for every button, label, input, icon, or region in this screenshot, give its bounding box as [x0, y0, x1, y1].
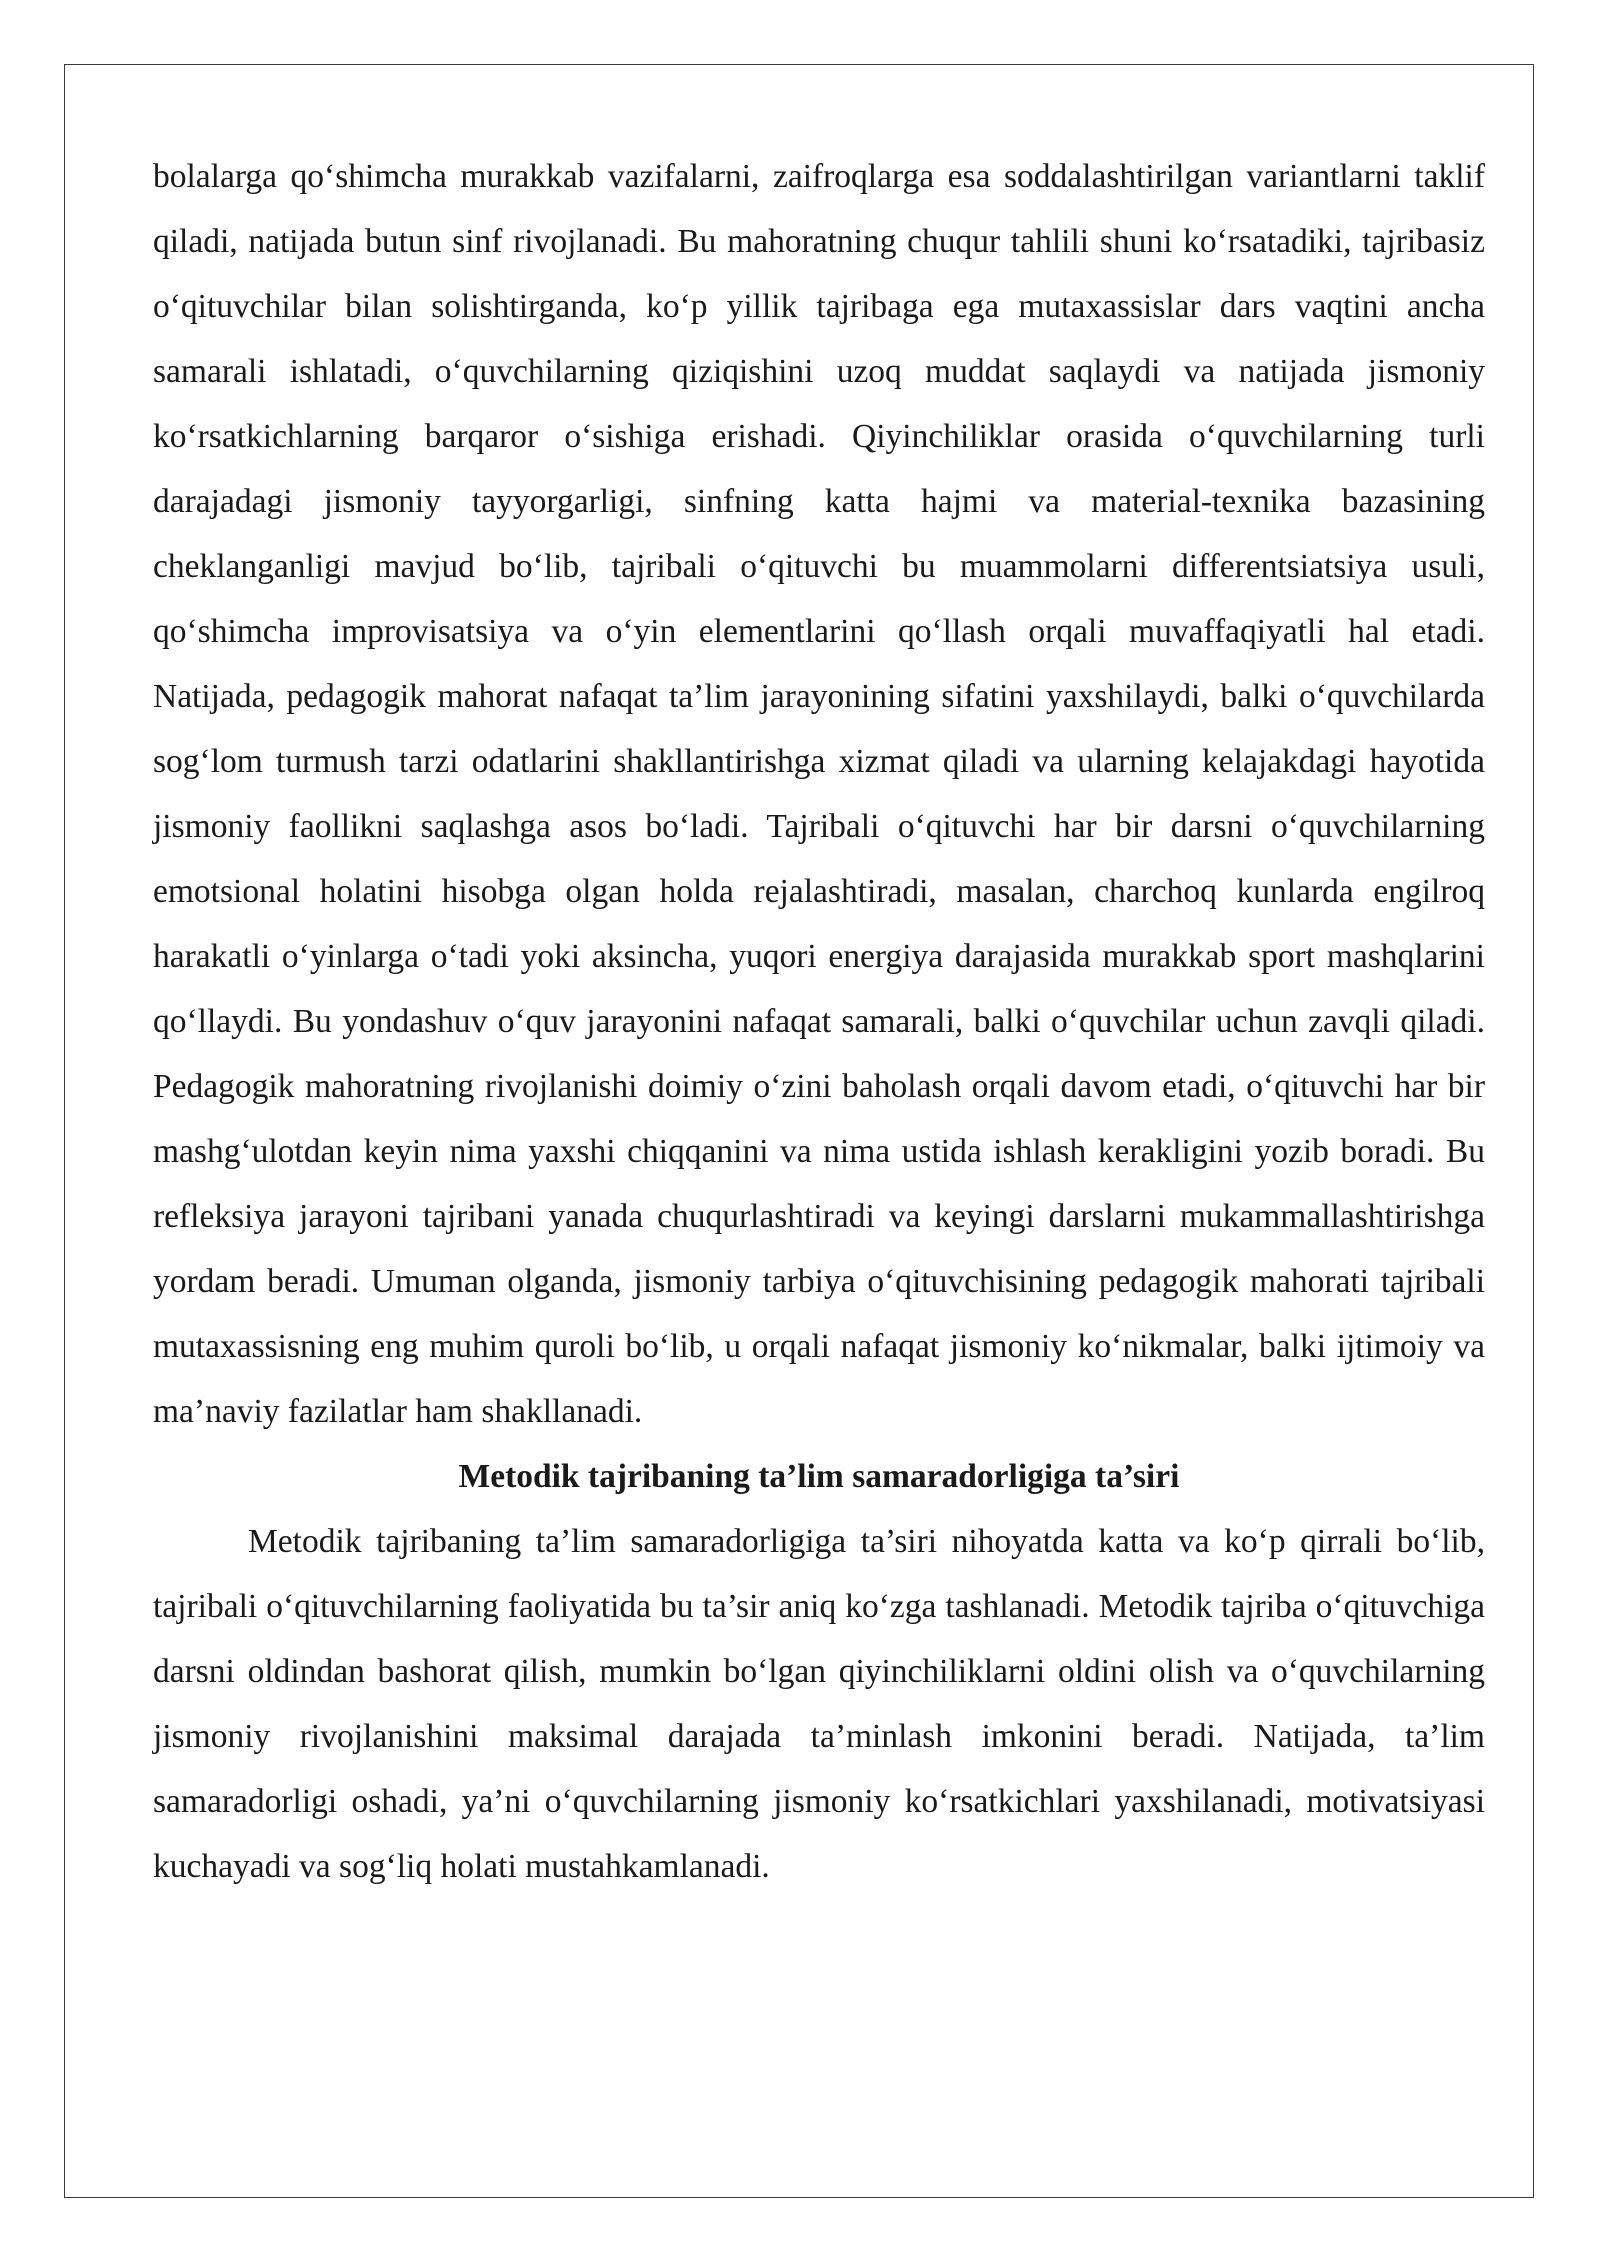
document-body: [153, 144, 1485, 1899]
body-paragraph-1: bolalarga qoʻshimcha murakkab vazifalarni, zaifroqlarga esa soddalashtirilgan variantlarni taklif qiladi, natijada butun sinf rivojlanadi. Bu mahoratning chuqur tahlili shuni koʻrsatadiki, tajribasiz oʻqituvchilar bilan solishtirganda, koʻp yillik tajribaga ega mutaxassislar dars vaqtini ancha samarali ishlatadi, oʻquvchilarning qiziqishini uzoq muddat saqlaydi va natijada jismoniy koʻrsatkichlarning barqaror oʻsishiga erishadi. Qiyinchiliklar orasida oʻquvchilarning turli darajadagi jismoniy tayyorgarligi, sinfning katta hajmi va material-texnika bazasining cheklanganligi mavjud boʻlib, tajribali oʻqituvchi bu muammolarni differentsiatsiya usuli, qoʻshimcha improvisatsiya va oʻyin elementlarini qoʻllash orqali muvaffaqiyatli hal etadi. Natijada, pedagogik mahorat nafaqat ta’lim jarayonining sifatini yaxshilaydi, balki oʻquvchilarda sogʻlom turmush tarzi odatlarini shakllantirishga xizmat qiladi va ularning kelajakdagi hayotida jismoniy faollikni saqlashga asos boʻladi. Tajribali oʻqituvchi har bir darsni oʻquvchilarning emotsional holatini hisobga olgan holda rejalashtiradi, masalan, charchoq kunlarda engilroq harakatli oʻyinlarga oʻtadi yoki aksincha, yuqori energiya darajasida murakkab sport mashqlarini qoʻllaydi. Bu yondashuv oʻquv jarayonini nafaqat samarali, balki oʻquvchilar uchun zavqli qiladi. Pedagogik mahoratning rivojlanishi doimiy oʻzini baholash orqali davom etadi, oʻqituvchi har bir mashgʻulotdan keyin nima yaxshi chiqqanini va nima ustida ishlash kerakligini yozib boradi. Bu refleksiya jarayoni tajribani yanada chuqurlashtiradi va keyingi darslarni mukammallashtirishga yordam beradi. Umuman olganda, jismoniy tarbiya oʻqituvchisining pedagogik mahorati tajribali mutaxassisning eng muhim quroli boʻlib, u orqali nafaqat jismoniy koʻnikmalar, balki ijtimoiy va ma’naviy fazilatlar ham shakllanadi.: [153, 158, 1485, 1430]
body-paragraph-2: Metodik tajribaning ta’lim samaradorligiga ta’siri nihoyatda katta va koʻp qirrali boʻlib, tajribali oʻqituvchilarning faoliyatida bu ta’sir aniq koʻzga tashlanadi. Metodik tajriba oʻqituvchiga darsni oldindan bashorat qilish, mumkin boʻlgan qiyinchiliklarni oldini olish va oʻquvchilarning jismoniy rivojlanishini maksimal darajada ta’minlash imkonini beradi. Natijada, ta’lim samaradorligi oshadi, ya’ni oʻquvchilarning jismoniy koʻrsatkichlari yaxshilanadi, motivatsiyasi kuchayadi va sogʻliq holati mustahkamlanadi.: [153, 1523, 1485, 1885]
section-heading: Metodik tajribaning ta’lim samaradorligiga ta’siri: [458, 1458, 1180, 1495]
